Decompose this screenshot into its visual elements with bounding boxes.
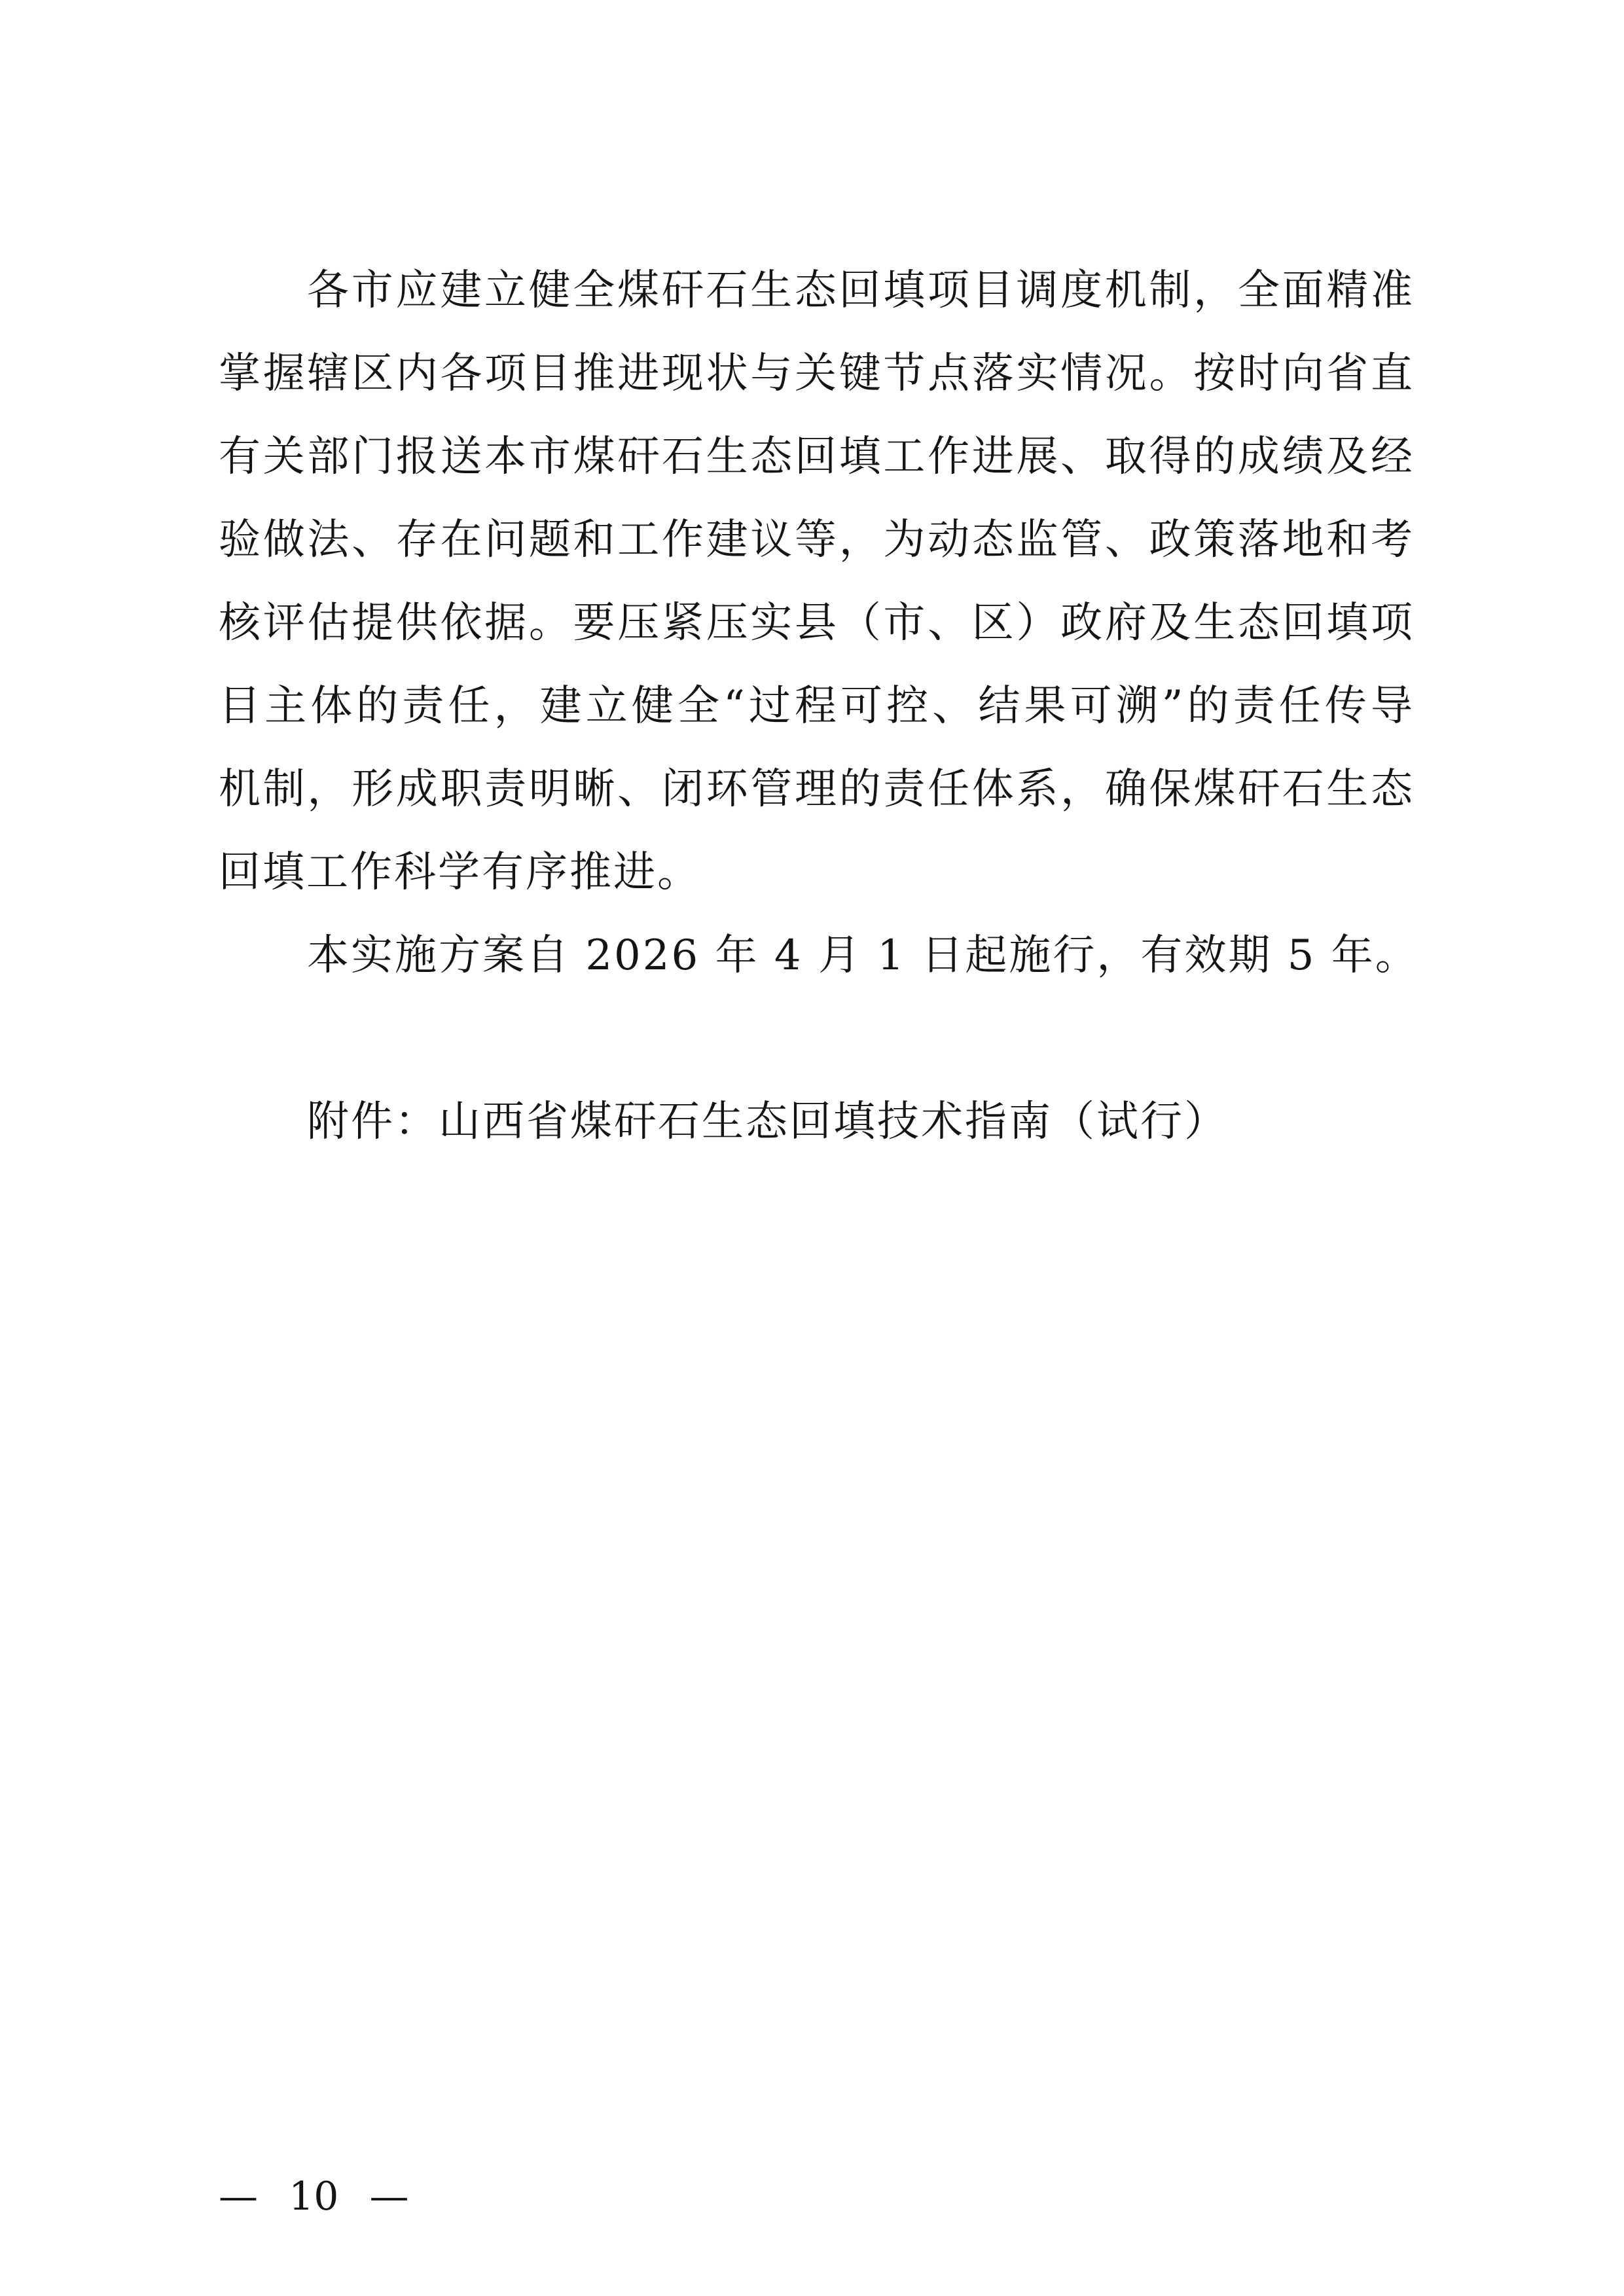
text-line: 目主体的责任，建立健全“过程可控、结果可溯”的责任传导 [219, 682, 1415, 730]
text-line: 本实施方案自 2026 年 4 月 1 日起施行，有效期 5 年。 [307, 931, 1419, 980]
text-line: 掌握辖区内各项目推进现状与关键节点落实情况。按时向省直 [219, 350, 1415, 398]
text-line: 核评估提供依据。要压紧压实县（市、区）政府及生态回填项 [219, 599, 1415, 647]
text-line: 机制，形成职责明晰、闭环管理的责任体系，确保煤矸石生态 [219, 765, 1415, 814]
text-line: 验做法、存在问题和工作建议等，为动态监管、政策落地和考 [219, 516, 1415, 564]
page-number: — 10 — [219, 2174, 409, 2219]
paragraph-effective-date [219, 914, 1419, 997]
paragraph-scheduling-mechanism [219, 249, 1415, 914]
blank-line [219, 997, 1415, 1081]
text-line: 有关部门报送本市煤矸石生态回填工作进展、取得的成绩及经 [219, 433, 1415, 481]
document-body [219, 249, 1419, 1164]
attachment-note [219, 1081, 1415, 1164]
attachment-line: 附件：山西省煤矸石生态回填技术指南（试行） [307, 1098, 1228, 1146]
text-line: 各市应建立健全煤矸石生态回填项目调度机制，全面精准 [307, 266, 1415, 315]
text-line: 回填工作科学有序推进。 [219, 848, 701, 897]
